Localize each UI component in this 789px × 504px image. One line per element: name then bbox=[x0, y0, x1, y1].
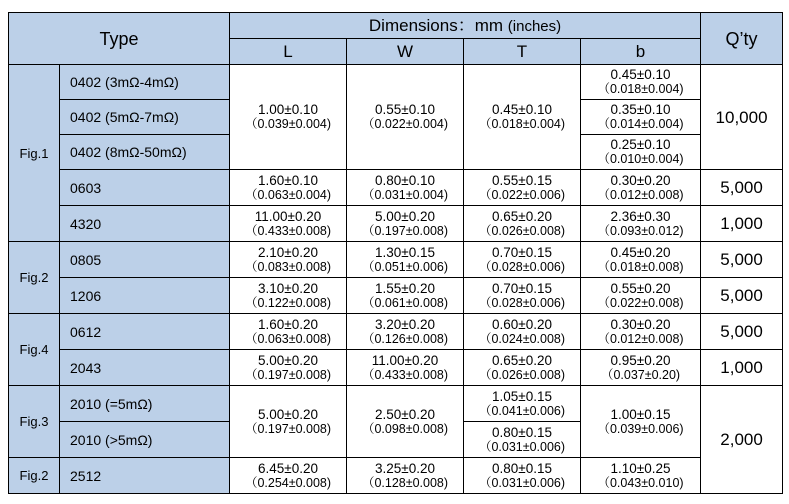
value-inch: （0.093±0.012) bbox=[597, 223, 684, 238]
value-mm: 0.45±0.10 bbox=[492, 102, 552, 117]
value-inch: （0.083±0.008) bbox=[244, 259, 332, 274]
type-cell: 0612 bbox=[60, 314, 230, 350]
value-cell bbox=[581, 314, 701, 350]
value-cell bbox=[347, 242, 464, 278]
value-inch: （0.018±0.008) bbox=[597, 259, 684, 274]
value-mm: 3.25±0.20 bbox=[375, 460, 435, 476]
value-cell bbox=[347, 386, 464, 458]
value-inch: （0.024±0.008) bbox=[478, 331, 566, 346]
value-inch: （0.031±0.006) bbox=[478, 439, 566, 454]
qty-cell: 5,000 bbox=[701, 170, 783, 206]
value-mm: 0.80±0.10 bbox=[375, 172, 435, 188]
value-inch: （0.026±0.008) bbox=[478, 367, 566, 382]
value-cell bbox=[347, 65, 464, 170]
value-mm: 5.00±0.20 bbox=[258, 352, 318, 368]
header-type: Type bbox=[9, 13, 230, 65]
value-cell bbox=[581, 458, 701, 494]
value-mm: 0.45±0.20 bbox=[610, 244, 671, 260]
value-mm: 0.60±0.20 bbox=[492, 316, 552, 332]
type-cell: 0402 (8mΩ-50mΩ) bbox=[60, 135, 230, 170]
value-inch: （0.022±0.006) bbox=[478, 187, 566, 202]
header-dimensions-unit: (inches) bbox=[507, 18, 562, 35]
value-cell bbox=[347, 170, 464, 206]
table-row bbox=[9, 458, 783, 494]
value-mm: 3.10±0.20 bbox=[258, 280, 318, 296]
header-col-w: W bbox=[347, 39, 464, 65]
value-cell bbox=[464, 242, 581, 278]
table-row bbox=[9, 278, 783, 314]
value-inch: （0.018±0.004) bbox=[597, 82, 684, 96]
type-cell: 0805 bbox=[60, 242, 230, 278]
value-inch: （0.028±0.006) bbox=[478, 295, 566, 310]
value-inch: （0.126±0.008) bbox=[361, 331, 449, 346]
value-cell bbox=[230, 170, 347, 206]
type-cell: 1206 bbox=[60, 278, 230, 314]
value-mm: 0.55±0.10 bbox=[375, 102, 435, 117]
value-mm: 11.00±0.20 bbox=[371, 352, 439, 368]
value-cell bbox=[230, 350, 347, 386]
value-mm: 5.00±0.20 bbox=[258, 406, 318, 422]
value-mm: 11.00±0.20 bbox=[254, 208, 322, 224]
value-mm: 0.30±0.20 bbox=[610, 316, 671, 332]
value-cell bbox=[230, 314, 347, 350]
fig-label: Fig.3 bbox=[9, 386, 60, 458]
type-cell: 0603 bbox=[60, 170, 230, 206]
value-cell bbox=[347, 314, 464, 350]
value-cell bbox=[581, 386, 701, 458]
value-cell bbox=[464, 350, 581, 386]
value-cell bbox=[230, 242, 347, 278]
header-qty: Q’ty bbox=[701, 13, 783, 65]
value-inch: （0.012±0.008) bbox=[597, 331, 684, 346]
value-cell bbox=[464, 65, 581, 170]
value-cell bbox=[581, 206, 701, 242]
value-mm: 0.65±0.20 bbox=[492, 208, 552, 224]
value-inch: （0.197±0.008) bbox=[244, 367, 332, 382]
value-mm: 3.20±0.20 bbox=[375, 316, 435, 332]
value-mm: 1.60±0.10 bbox=[258, 172, 318, 188]
value-cell bbox=[230, 278, 347, 314]
value-inch: （0.128±0.008) bbox=[361, 475, 449, 490]
value-cell bbox=[464, 314, 581, 350]
value-inch: （0.039±0.004) bbox=[244, 117, 332, 131]
value-mm: 2.50±0.20 bbox=[375, 406, 435, 422]
fig-label: Fig.2 bbox=[9, 458, 60, 494]
value-cell bbox=[581, 135, 701, 170]
value-cell bbox=[230, 65, 347, 170]
value-cell bbox=[581, 242, 701, 278]
type-cell: 2010 (>5mΩ) bbox=[60, 422, 230, 458]
qty-cell: 1,000 bbox=[701, 206, 783, 242]
value-inch: （0.022±0.004) bbox=[361, 117, 449, 131]
value-inch: （0.037±0.20) bbox=[600, 367, 681, 382]
qty-cell: 2,000 bbox=[701, 386, 783, 494]
table-row bbox=[9, 170, 783, 206]
value-cell bbox=[581, 100, 701, 135]
value-cell bbox=[464, 386, 581, 422]
table-row bbox=[9, 314, 783, 350]
value-mm: 1.00±0.15 bbox=[610, 406, 671, 422]
qty-cell: 10,000 bbox=[701, 65, 783, 170]
type-cell: 0402 (3mΩ-4mΩ) bbox=[60, 65, 230, 100]
value-mm: 0.25±0.10 bbox=[610, 137, 671, 152]
qty-cell: 5,000 bbox=[701, 278, 783, 314]
value-cell bbox=[347, 458, 464, 494]
value-cell bbox=[581, 350, 701, 386]
value-mm: 0.95±0.20 bbox=[610, 352, 671, 368]
qty-cell: 5,000 bbox=[701, 242, 783, 278]
type-cell: 0402 (5mΩ-7mΩ) bbox=[60, 100, 230, 135]
value-mm: 2.10±0.20 bbox=[258, 244, 318, 260]
value-cell bbox=[347, 278, 464, 314]
table-row bbox=[9, 206, 783, 242]
value-cell bbox=[230, 206, 347, 242]
header-col-t: T bbox=[464, 39, 581, 65]
value-cell bbox=[464, 422, 581, 458]
type-cell: 2512 bbox=[60, 458, 230, 494]
value-inch: （0.063±0.004) bbox=[244, 187, 332, 202]
value-cell bbox=[581, 278, 701, 314]
value-inch: （0.063±0.008) bbox=[244, 331, 332, 346]
value-cell bbox=[581, 65, 701, 100]
value-inch: （0.014±0.004) bbox=[597, 117, 684, 131]
qty-cell: 5,000 bbox=[701, 314, 783, 350]
value-inch: （0.026±0.008) bbox=[478, 223, 566, 238]
type-cell: 2010 (=5mΩ) bbox=[60, 386, 230, 422]
value-mm: 2.36±0.30 bbox=[610, 208, 671, 224]
value-mm: 0.65±0.20 bbox=[492, 352, 552, 368]
value-inch: （0.012±0.008) bbox=[597, 187, 684, 202]
fig-label: Fig.4 bbox=[9, 314, 60, 386]
value-mm: 0.80±0.15 bbox=[492, 460, 552, 476]
value-inch: （0.061±0.008) bbox=[361, 295, 449, 310]
value-mm: 0.80±0.15 bbox=[492, 424, 552, 440]
value-mm: 0.70±0.15 bbox=[492, 244, 552, 260]
value-mm: 0.70±0.15 bbox=[492, 280, 552, 296]
value-inch: （0.022±0.008) bbox=[597, 295, 684, 310]
fig-label: Fig.2 bbox=[9, 242, 60, 314]
value-cell bbox=[464, 458, 581, 494]
table-row bbox=[9, 65, 783, 100]
value-mm: 5.00±0.20 bbox=[375, 208, 435, 224]
value-cell bbox=[464, 206, 581, 242]
value-inch: （0.254±0.008) bbox=[244, 475, 332, 490]
table-row bbox=[9, 242, 783, 278]
value-inch: （0.031±0.006) bbox=[478, 475, 566, 490]
value-mm: 1.10±0.25 bbox=[610, 460, 671, 476]
value-cell bbox=[230, 458, 347, 494]
header-dimensions-label: Dimensions：mm bbox=[368, 16, 504, 35]
fig-label: Fig.1 bbox=[9, 65, 60, 242]
value-inch: （0.051±0.006) bbox=[361, 259, 449, 274]
value-mm: 0.55±0.15 bbox=[492, 172, 552, 188]
value-inch: （0.010±0.004) bbox=[597, 152, 684, 166]
value-mm: 1.00±0.10 bbox=[258, 102, 318, 117]
value-inch: （0.433±0.008) bbox=[361, 367, 449, 382]
value-inch: （0.031±0.004) bbox=[361, 187, 449, 202]
value-mm: 1.30±0.15 bbox=[375, 244, 435, 260]
header-dimensions bbox=[230, 13, 701, 39]
value-mm: 0.55±0.20 bbox=[610, 280, 671, 296]
value-inch: （0.043±0.010) bbox=[597, 475, 684, 490]
value-mm: 1.60±0.20 bbox=[258, 316, 318, 332]
value-inch: （0.018±0.004) bbox=[478, 117, 566, 131]
value-mm: 1.05±0.15 bbox=[492, 388, 552, 404]
value-mm: 0.45±0.10 bbox=[610, 67, 671, 82]
value-inch: （0.197±0.008) bbox=[244, 421, 332, 436]
value-mm: 1.55±0.20 bbox=[375, 280, 435, 296]
qty-cell: 1,000 bbox=[701, 350, 783, 386]
table-row bbox=[9, 350, 783, 386]
value-inch: （0.122±0.008) bbox=[244, 295, 332, 310]
value-mm: 6.45±0.20 bbox=[258, 460, 318, 476]
value-inch: （0.433±0.008) bbox=[244, 223, 332, 238]
table-row bbox=[9, 386, 783, 422]
type-cell: 4320 bbox=[60, 206, 230, 242]
value-mm: 0.30±0.20 bbox=[610, 172, 671, 188]
header-col-l: L bbox=[230, 39, 347, 65]
header-col-b: b bbox=[581, 39, 701, 65]
type-cell: 2043 bbox=[60, 350, 230, 386]
value-mm: 0.35±0.10 bbox=[610, 102, 671, 117]
value-inch: （0.039±0.006) bbox=[597, 421, 684, 436]
value-inch: （0.028±0.006) bbox=[478, 259, 566, 274]
value-inch: （0.041±0.006) bbox=[478, 403, 566, 418]
dimensions-table bbox=[8, 12, 783, 494]
value-cell bbox=[347, 350, 464, 386]
value-cell bbox=[230, 386, 347, 458]
value-cell bbox=[464, 170, 581, 206]
value-cell bbox=[347, 206, 464, 242]
value-inch: （0.197±0.008) bbox=[361, 223, 449, 238]
value-inch: （0.098±0.008) bbox=[361, 421, 449, 436]
value-cell bbox=[581, 170, 701, 206]
value-cell bbox=[464, 278, 581, 314]
